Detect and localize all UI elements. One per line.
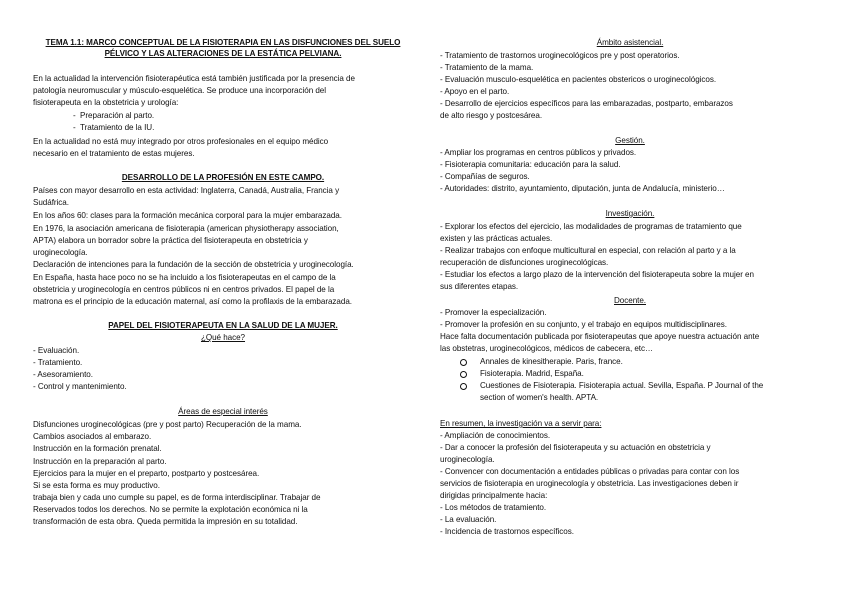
desarrollo-line: obstetricia y uroginecología en centros públicos ni en centros privados. El papel de la <box>33 285 335 294</box>
docente-line: - Promover la profesión en su conjunto, y el trabajo en equipos multidisciplinares. <box>440 320 727 329</box>
gestion-line: - Autoridades: distrito, ayuntamiento, diputación, junta de Andalucía, ministerio… <box>440 184 725 193</box>
investigacion-line: - Explorar los efectos del ejercicio, las modalidades de programas de tratamiento que <box>440 222 742 231</box>
investigacion-line: existen y las prácticas actuales. <box>440 234 553 243</box>
intro-line: fisioterapeuta en la obstetricia y urología: <box>33 98 179 107</box>
areas-line: transformación de esta obra. Queda permitida la impresión en su totalidad. <box>33 517 298 526</box>
intro-list-item <box>73 122 154 133</box>
que-hace-item: - Tratamiento. <box>33 358 83 367</box>
investigacion-line: - Estudiar los efectos a largo plazo de la intervención del fisioterapeuta sobre la mujer en <box>440 270 754 279</box>
resumen-line: - Los métodos de tratamiento. <box>440 503 547 512</box>
ambito-line: - Apoyo en el parto. <box>440 87 510 96</box>
intro2-line: En la actualidad no está muy integrado por otros profesionales en el equipo médico <box>33 137 329 146</box>
desarrollo-line: APTA) elabora un borrador sobre la práctica del fisioterapeuta en obstetricia y <box>33 236 308 245</box>
intro-list-item <box>73 110 154 121</box>
resumen-line: servicios de fisioterapia en uroginecología y obstetricia. Las investigaciones deben ir <box>440 479 739 488</box>
areas-line: Disfunciones uroginecológicas (pre y post parto) Recuperación de la mama. <box>33 420 302 429</box>
areas-line: Instrucción en la formación prenatal. <box>33 444 162 453</box>
intro-line: En la actualidad la intervención fisioterapéutica está también justificada por la presencia de <box>33 74 355 83</box>
circle-bullet-icon <box>460 383 467 390</box>
subheading-areas: Áreas de especial interés <box>178 407 268 416</box>
areas-line: Instrucción en la preparación al parto. <box>33 457 167 466</box>
gestion-line: - Fisioterapia comunitaria: educación para la salud. <box>440 160 621 169</box>
docente-line: - Promover la especialización. <box>440 308 547 317</box>
desarrollo-line: Declaración de intenciones para la fundación de la sección de obstetricia y uroginecología. <box>33 260 354 269</box>
circle-bullet-icon <box>460 359 467 366</box>
dash-bullet: - <box>73 111 81 120</box>
investigacion-line: - Realizar trabajos con enfoque multicultural en especial, con relación al parto y a la <box>440 246 736 255</box>
subheading-que-hace: ¿Qué hace? <box>200 333 246 342</box>
investigacion-line: sus diferentes etapas. <box>440 282 519 291</box>
doc-title-line-2: PÉLVICO Y LAS ALTERACIONES DE LA ESTÁTICA PELVIANA. <box>104 49 342 58</box>
desarrollo-line: En los años 60: clases para la formación mecánica corporal para la mujer embarazada. <box>33 211 342 220</box>
subheading-resumen: En resumen, la investigación va a servir para: <box>440 419 602 428</box>
docente-line: las obstetras, uroginecológicos, médicos de cabecera, etc… <box>440 344 654 353</box>
intro-list-text: Tratamiento de la IU. <box>80 123 155 132</box>
circle-bullet-icon <box>460 371 467 378</box>
ambito-line: - Tratamiento de la mama. <box>440 63 534 72</box>
que-hace-item: - Control y mantenimiento. <box>33 382 127 391</box>
desarrollo-line: uroginecología. <box>33 248 88 257</box>
gestion-line: - Ampliar los programas en centros públicos y privados. <box>440 148 637 157</box>
resumen-line: - Convencer con documentación a entidades públicas o privadas para contar con los <box>440 467 740 476</box>
subheading-investigacion: Investigación. <box>605 209 655 218</box>
ambito-line: - Tratamiento de trastornos uroginecológicos pre y post operatorios. <box>440 51 680 60</box>
intro-list-text: Preparación al parto. <box>80 111 155 120</box>
section-heading-papel: PAPEL DEL FISIOTERAPEUTA EN LA SALUD DE LA MUJER. <box>108 321 338 330</box>
desarrollo-line: matrona es el principio de la educación maternal, así como la profilaxis de la embarazada. <box>33 297 352 306</box>
ambito-line: - Desarrollo de ejercicios específicos para las embarazadas, postparto, embarazos <box>440 99 733 108</box>
que-hace-item: - Asesoramiento. <box>33 370 93 379</box>
doc-title-line-1: TEMA 1.1: MARCO CONCEPTUAL DE LA FISIOTERAPIA EN LAS DISFUNCIONES DEL SUELO <box>45 38 401 47</box>
journal-text: Fisioterapia. Madrid, España. <box>480 369 584 378</box>
intro2-line: necesario en el tratamiento de estas mujeres. <box>33 149 195 158</box>
intro-line: patología neuromuscular y músculo-esquelética. Se produce una incorporación del <box>33 86 326 95</box>
areas-line: Reservados todos los derechos. No se permite la explotación económica ni la <box>33 505 308 514</box>
investigacion-line: recuperación de disfunciones uroginecológicas. <box>440 258 609 267</box>
subheading-docente: Docente. <box>614 296 646 305</box>
resumen-line: - Incidencia de trastornos específicos. <box>440 527 574 536</box>
dash-bullet: - <box>73 123 81 132</box>
desarrollo-line: En España, hasta hace poco no se ha incluido a los fisioterapeutas en el campo de la <box>33 273 336 282</box>
resumen-line: uroginecología. <box>440 455 495 464</box>
desarrollo-line: En 1976, la asociación americana de fisioterapia (american physiotherapy association, <box>33 224 339 233</box>
resumen-line: - Dar a conocer la profesión del fisioterapeuta y su actuación en obstetricia y <box>440 443 711 452</box>
journal-text: Annales de kinesitherapie. Paris, france. <box>480 357 623 366</box>
subheading-gestion: Gestión. <box>615 136 645 145</box>
areas-line: Cambios asociados al embarazo. <box>33 432 152 441</box>
docente-line: Hace falta documentación publicada por fisioterapeutas que apoye nuestra actuación ante <box>440 332 760 341</box>
section-heading-desarrollo: DESARROLLO DE LA PROFESIÓN EN ESTE CAMPO. <box>121 173 325 182</box>
ambito-line: - Evaluación musculo-esquelética en pacientes obstericos o uroginecológicos. <box>440 75 717 84</box>
areas-line: trabaja bien y cada uno cumple su papel, es de forma interdisciplinar. Trabajar de <box>33 493 321 502</box>
gestion-line: - Compañías de seguros. <box>440 172 530 181</box>
resumen-line: - La evaluación. <box>440 515 497 524</box>
areas-line: Si se esta forma es muy productivo. <box>33 481 160 490</box>
journal-text-continued: section of women's health. APTA. <box>480 393 599 402</box>
ambito-line: de alto riesgo y postcesárea. <box>440 111 543 120</box>
resumen-line: dirigidas principalmente hacia: <box>440 491 548 500</box>
desarrollo-line: Países con mayor desarrollo en esta actividad: Inglaterra, Canadá, Australia, Francia y <box>33 186 340 195</box>
journal-text: Cuestiones de Fisioterapia. Fisioterapia actual. Sevilla, España. P Journal of the <box>480 381 764 390</box>
resumen-line: - Ampliación de conocimientos. <box>440 431 551 440</box>
que-hace-item: - Evaluación. <box>33 346 80 355</box>
subheading-ambito: Ámbito asistencial. <box>596 38 664 47</box>
desarrollo-line: Sudáfrica. <box>33 198 69 207</box>
areas-line: Ejercicios para la mujer en el preparto, postparto y postcesárea. <box>33 469 260 478</box>
